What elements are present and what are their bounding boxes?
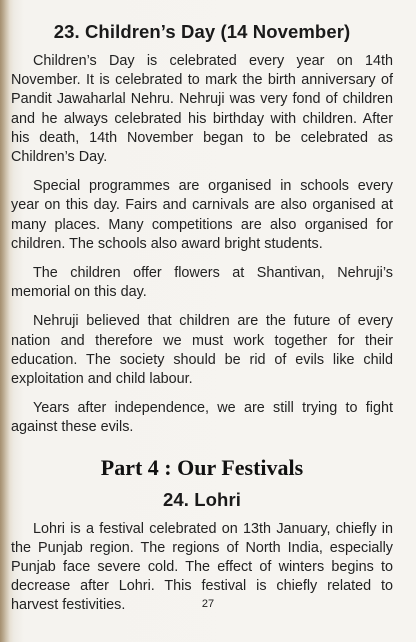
paragraph: The children offer flowers at Shantivan, Nehruji’s memorial on this day. bbox=[11, 265, 393, 301]
section-heading-lohri: 24. Lohri bbox=[163, 488, 241, 510]
part-heading: Part 4 : Our Festivals bbox=[100, 454, 304, 480]
page-number: 27 bbox=[201, 598, 215, 610]
page-content bbox=[11, 20, 393, 616]
spine-shadow bbox=[0, 0, 10, 642]
paragraph: Children’s Day is celebrated every year on 14th November. It is celebrated to mark the birth anniversary of Pandit Jawaharlal Nehru. Nehruji was very fond of children and he always celebrated his birthday with children. After his death, 14th November began to be celebrated as Children’s Day. bbox=[11, 53, 393, 166]
paragraph: Special programmes are organised in schools every year on this day. Fairs and carnivals are also organised at many places. Many competitions are also organised for children. The schools also award bright students. bbox=[11, 178, 393, 252]
paragraph: Lohri is a festival celebrated on 13th January, chiefly in the Punjab region. The regions of North India, especially Punjab face severe cold. The effect of winters begins to decrease after Lohri. This festival is chiefly related to harvest festivities. bbox=[11, 520, 393, 614]
section-heading-childrens-day: 23. Children’s Day (14 November) bbox=[53, 21, 351, 42]
paragraph: Nehruji believed that children are the future of every nation and therefore we must work together for their education. The society should be rid of evils like child exploitation and child labour. bbox=[11, 313, 393, 388]
paragraph: Years after independence, we are still trying to fight against these evils. bbox=[11, 400, 393, 436]
